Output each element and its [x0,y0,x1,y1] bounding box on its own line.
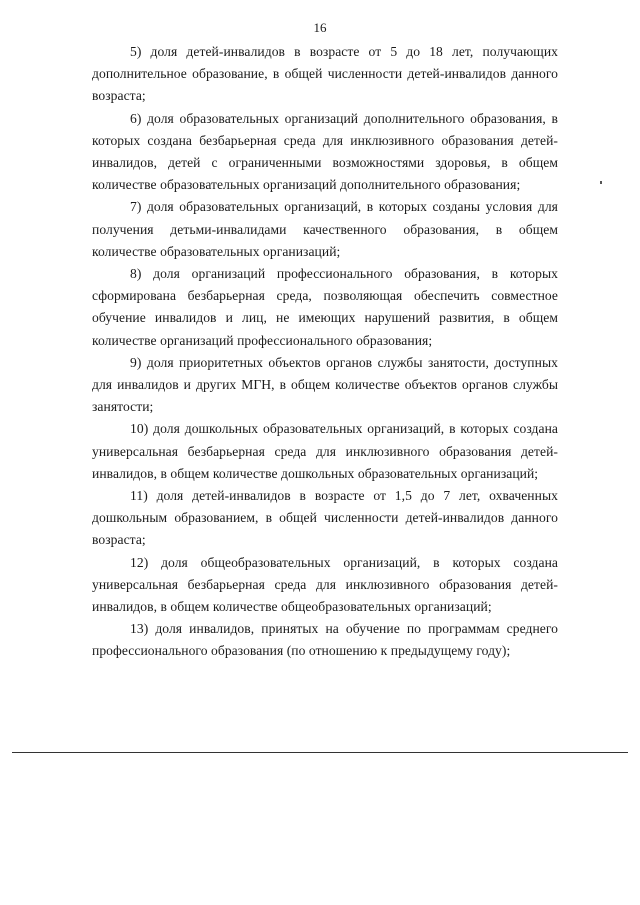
list-item-9: 9) доля приоритетных объектов органов службы занятости, доступных для инвалидов и других МГН, в общем количестве объектов органов службы занятости; [92,354,558,415]
list-item-11: 11) доля детей-инвалидов в возрасте от 1,5 до 7 лет, охваченных дошкольным образованием, в общей численности детей-инвалидов данного возраста; [92,488,558,548]
list-item-6: 6) доля образовательных организаций дополнительного образования, в которых создана безбарьерная среда для инклюзивного образования детей-инвалидов, детей с ограниченными возможностями здоровья, в общем количестве образовательных организаций дополнительного образования; [92,110,558,193]
scan-artifact [600,181,602,184]
list-item-7: 7) доля образовательных организаций, в которых созданы условия для получения детьми-инвалидами качественного образования, в общем количестве образовательных организаций; [92,199,558,259]
page-number: 16 [313,20,327,35]
document-body [92,41,558,663]
list-item-13: 13) доля инвалидов, принятых на обучение по программам среднего профессионального образования (по отношению к предыдущему году); [92,621,558,659]
list-item-5: 5) доля детей-инвалидов в возрасте от 5 до 18 лет, получающих дополнительное образование, в общей численности детей-инвалидов данного возраста; [92,44,558,104]
list-item-10: 10) доля дошкольных образовательных организаций, в которых создана универсальная безбарьерная среда для инклюзивного образования детей-инвалидов, в общем количестве дошкольных образовательных организаций; [92,421,558,481]
list-item-12: 12) доля общеобразовательных организаций, в которых создана универсальная безбарьерная среда для инклюзивного образования детей-инвалидов, в общем количестве общеобразовательных организаций; [92,554,558,615]
page-bottom-divider [12,752,628,753]
list-item-8: 8) доля организаций профессионального образования, в которых сформирована безбарьерная среда, позволяющая обеспечить совместное обучение инвалидов и лиц, не имеющих нарушений развития, в общем количестве организаций профессионального образования; [92,266,558,348]
